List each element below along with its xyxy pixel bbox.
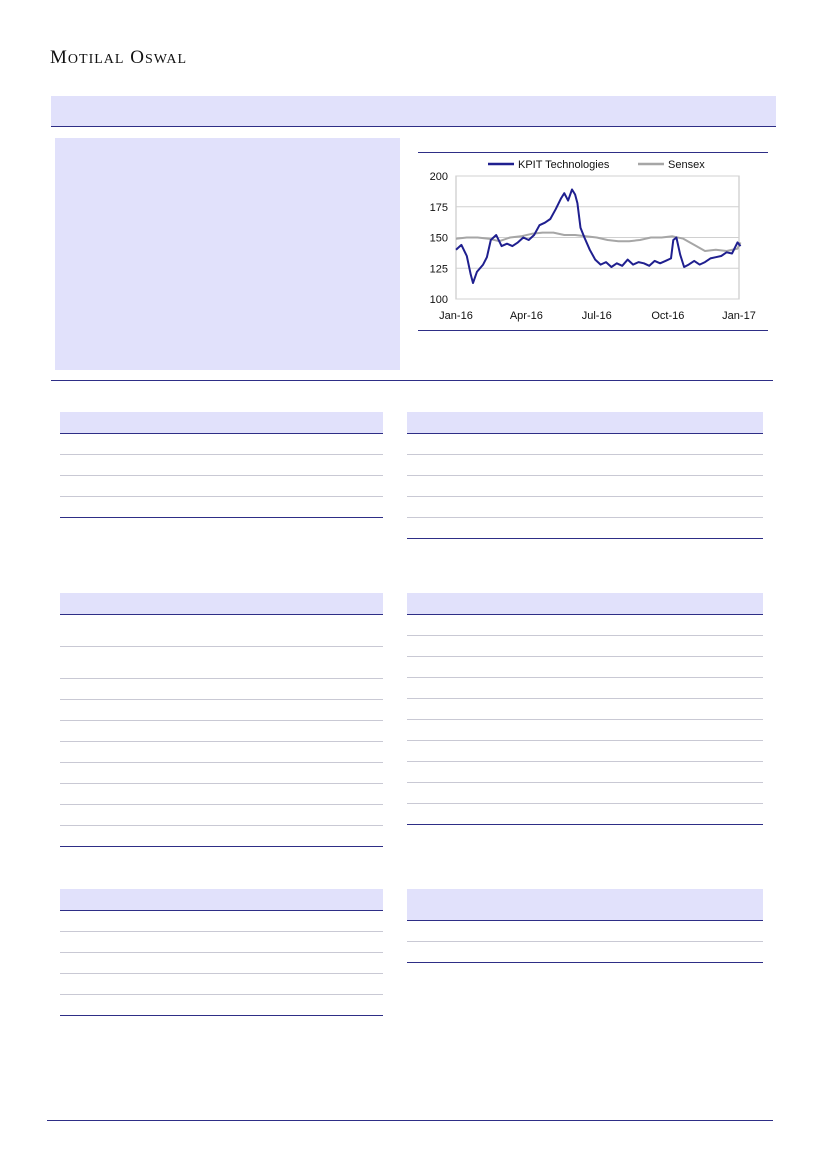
- table-row: [407, 921, 763, 942]
- y-tick-label: 150: [429, 232, 448, 245]
- table-2: [407, 412, 763, 539]
- legend-label-sensex: Sensex: [668, 159, 705, 171]
- table-5-header: [60, 889, 383, 911]
- table-row: [60, 932, 383, 953]
- table-row: [60, 784, 383, 805]
- table-row: [60, 497, 383, 518]
- table-row: [60, 476, 383, 497]
- table-2-header: [407, 412, 763, 434]
- table-4: [407, 593, 763, 825]
- table-6-header: [407, 889, 763, 921]
- logo-initial-2: O: [130, 47, 145, 68]
- table-row: [407, 741, 763, 762]
- chart-svg: [418, 153, 768, 330]
- legend-label-kpit: KPIT Technologies: [518, 159, 610, 171]
- company-logo: [50, 47, 187, 69]
- x-tick-label: Jan-16: [439, 310, 473, 322]
- table-row: [60, 995, 383, 1016]
- x-tick-label: Apr-16: [509, 310, 543, 322]
- table-row: [407, 678, 763, 699]
- table-row: [60, 721, 383, 742]
- x-tick-label: Jul-16: [581, 310, 612, 322]
- table-row: [60, 763, 383, 784]
- table-row: [60, 911, 383, 932]
- table-6: [407, 889, 763, 963]
- table-row: [60, 805, 383, 826]
- table-row: [407, 636, 763, 657]
- table-row: [407, 762, 763, 783]
- summary-box: [55, 138, 400, 370]
- table-row: [407, 615, 763, 636]
- table-row: [60, 742, 383, 763]
- logo-rest-1: OTILAL: [67, 52, 125, 67]
- table-4-header: [407, 593, 763, 615]
- y-tick-label: 175: [429, 201, 448, 214]
- y-tick-label: 100: [429, 294, 448, 306]
- logo-rest-2: SWAL: [144, 52, 188, 67]
- table-row: [407, 720, 763, 741]
- x-tick-label: Oct-16: [651, 310, 685, 322]
- table-row: [60, 974, 383, 995]
- table-row: [60, 953, 383, 974]
- y-tick-label: 125: [429, 263, 448, 276]
- table-row: [407, 657, 763, 678]
- table-1: [60, 412, 383, 518]
- table-row: [407, 783, 763, 804]
- table-row: [407, 804, 763, 825]
- table-row: [60, 434, 383, 455]
- table-1-header: [60, 412, 383, 434]
- stock-performance-chart: [418, 152, 768, 331]
- table-row: [60, 700, 383, 721]
- table-row: [60, 455, 383, 476]
- footer-divider: [47, 1120, 773, 1121]
- y-tick-label: 200: [429, 171, 448, 183]
- table-row: [407, 518, 763, 539]
- table-row: [60, 647, 383, 679]
- table-5: [60, 889, 383, 1016]
- table-3: [60, 593, 383, 847]
- table-row: [60, 679, 383, 700]
- table-3-header: [60, 593, 383, 615]
- header-band: [51, 96, 776, 127]
- table-row: [407, 476, 763, 497]
- x-tick-label: Jan-17: [722, 310, 756, 322]
- table-row: [60, 826, 383, 847]
- table-row: [407, 455, 763, 476]
- table-row: [407, 497, 763, 518]
- logo-initial-1: M: [50, 47, 68, 68]
- table-row: [407, 699, 763, 720]
- table-row: [60, 615, 383, 647]
- table-row: [407, 434, 763, 455]
- section-divider: [51, 380, 773, 381]
- table-row: [407, 942, 763, 963]
